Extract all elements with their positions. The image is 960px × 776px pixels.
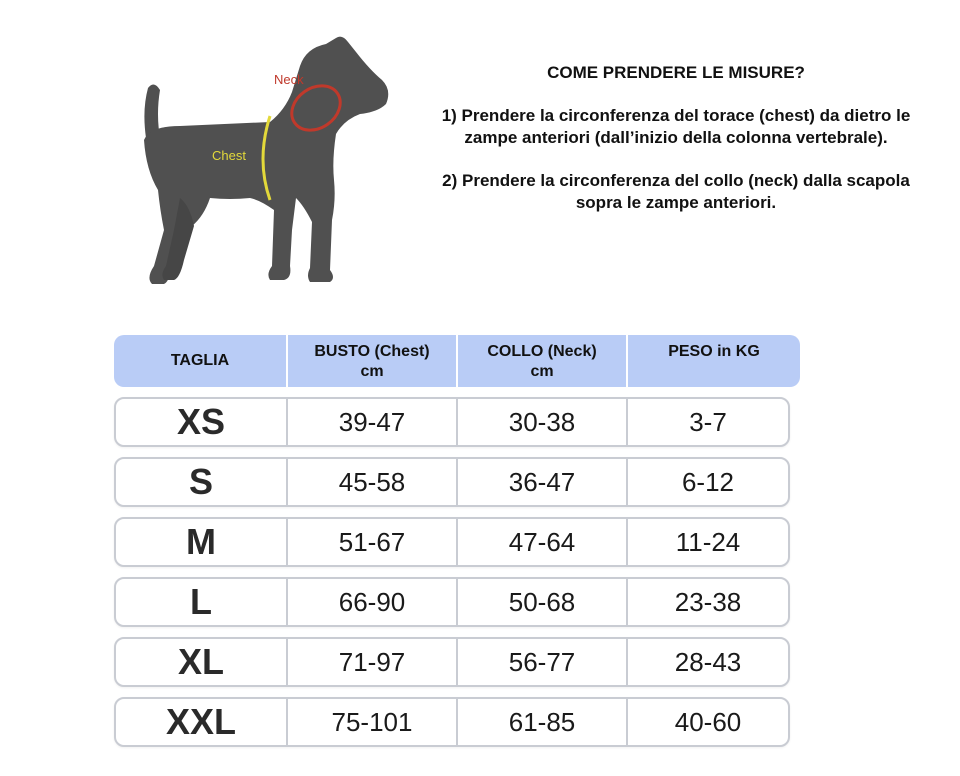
size-cell: XXL bbox=[165, 701, 236, 742]
header-size: TAGLIA bbox=[170, 352, 230, 369]
neck-cell: 36-47 bbox=[456, 459, 626, 505]
size-cell: M bbox=[186, 521, 216, 562]
header-chest: BUSTO (Chest) cm bbox=[286, 335, 456, 387]
instructions-title: COME PRENDERE LE MISURE? bbox=[547, 63, 805, 82]
size-cell: S bbox=[188, 461, 213, 502]
size-cell: XS bbox=[176, 401, 226, 442]
measurement-instructions bbox=[432, 62, 920, 235]
table-row bbox=[114, 457, 790, 507]
dog-measurement-diagram bbox=[120, 30, 410, 300]
chest-cell: 39-47 bbox=[286, 399, 456, 445]
chest-cell: 66-90 bbox=[286, 579, 456, 625]
weight-cell: 11-24 bbox=[626, 519, 788, 565]
chest-label: Chest bbox=[212, 148, 246, 163]
table-row bbox=[114, 577, 790, 627]
size-chart-table bbox=[114, 335, 800, 747]
dog-silhouette-icon bbox=[120, 30, 410, 300]
size-cell: L bbox=[190, 581, 212, 622]
weight-cell: 28-43 bbox=[626, 639, 788, 685]
table-row bbox=[114, 397, 790, 447]
neck-cell: 30-38 bbox=[456, 399, 626, 445]
neck-label: Neck bbox=[274, 72, 304, 87]
size-cell: XL bbox=[177, 641, 224, 682]
chest-cell: 45-58 bbox=[286, 459, 456, 505]
weight-cell: 40-60 bbox=[626, 699, 788, 745]
header-weight: PESO in KG bbox=[626, 335, 800, 387]
table-row bbox=[114, 697, 790, 747]
instruction-step-1: 1) Prendere la circonferenza del torace (chest) da dietro le zampe anteriori (dall’inizio della colonna vertebrale). bbox=[441, 106, 911, 147]
neck-cell: 47-64 bbox=[456, 519, 626, 565]
weight-cell: 6-12 bbox=[626, 459, 788, 505]
chest-cell: 51-67 bbox=[286, 519, 456, 565]
neck-cell: 61-85 bbox=[456, 699, 626, 745]
weight-cell: 3-7 bbox=[626, 399, 788, 445]
table-row bbox=[114, 637, 790, 687]
neck-cell: 56-77 bbox=[456, 639, 626, 685]
chest-cell: 71-97 bbox=[286, 639, 456, 685]
table-row bbox=[114, 517, 790, 567]
chest-cell: 75-101 bbox=[286, 699, 456, 745]
neck-cell: 50-68 bbox=[456, 579, 626, 625]
table-header bbox=[114, 335, 800, 387]
weight-cell: 23-38 bbox=[626, 579, 788, 625]
instruction-step-2: 2) Prendere la circonferenza del collo (neck) dalla scapola sopra le zampe anteriori. bbox=[442, 171, 910, 212]
header-neck: COLLO (Neck) cm bbox=[456, 335, 626, 387]
